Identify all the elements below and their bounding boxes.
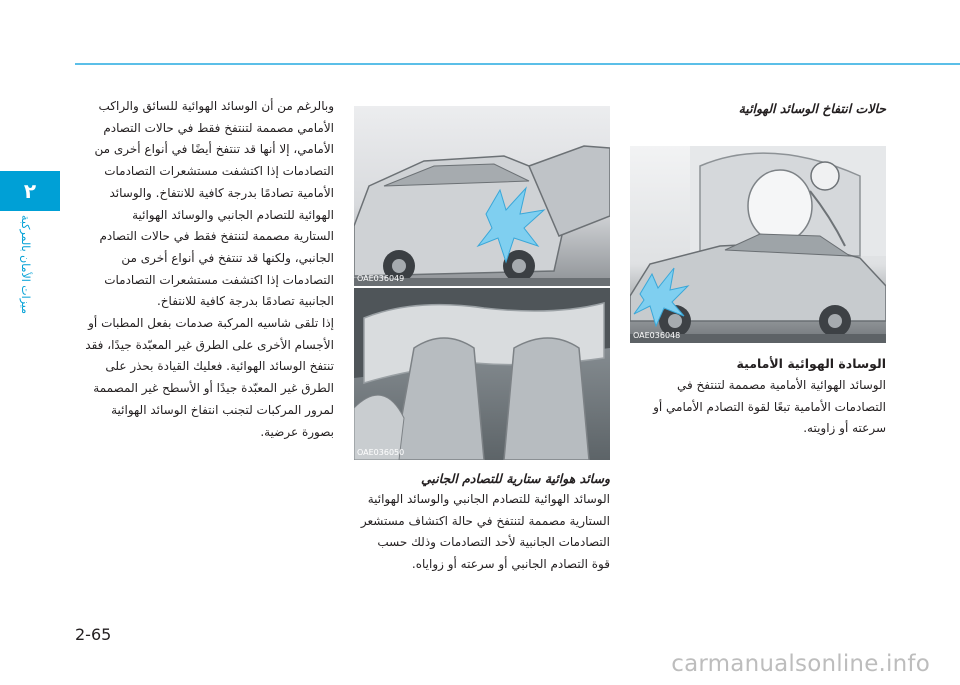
text-line: الستارية مصممة لتنتفخ في حالة اكتشاف مستشعر <box>360 513 610 528</box>
text-line: قوة التصادم الجانبي أو سرعته أو زواياه. <box>411 557 610 572</box>
rough-road-paragraph <box>78 313 334 443</box>
text-line: الوسائد الهوائية للتصادم الجانبي والوسائد الهوائية <box>367 492 610 506</box>
subheading-side-curtain: وسائد هوائية ستارية للتصادم الجانبي <box>420 471 610 486</box>
chapter-number: ٢ <box>23 179 37 203</box>
general-paragraph <box>78 96 334 313</box>
figure-code: OAE036049 <box>357 274 405 283</box>
side-impact-illustration <box>354 106 610 286</box>
text-line: التصادمات الجانبية لأحد التصادمات وذلك حسب <box>377 535 610 550</box>
watermark: carmanualsonline.info <box>671 651 930 677</box>
right-column <box>628 100 886 440</box>
side-curtain-paragraph <box>354 489 610 576</box>
figure-curtain-airbag <box>354 288 610 460</box>
text-line: الأمامي مصممة لتنتفخ فقط في حالات التصادم <box>103 120 334 135</box>
text-line: التصادمات إذا اكتشفت مستشعرات التصادمات <box>104 164 334 179</box>
text-line: الأمامية تصادمًا بدرجة كافية للانتفاخ. والوسائد <box>109 185 334 200</box>
text-line: وبالرغم من أن الوسائد الهوائية للسائق والراكب <box>98 99 334 113</box>
text-line: سرعته أو زاويته. <box>803 421 886 436</box>
text-line: الجانبية تصادمًا بدرجة كافية للانتفاخ. <box>156 294 334 309</box>
frontal-airbag-illustration <box>630 146 886 343</box>
text-line: الهوائية للتصادم الجانبي والوسائد الهوائية <box>132 207 334 222</box>
text-line: الطرق غير المعبّدة جيدًا أو الأسطح غير المصممة <box>93 381 334 396</box>
text-line: لمرور المركبات لتجنب انتفاخ الوسائد الهوائية <box>111 402 334 417</box>
text-line: إذا تلقى شاسيه المركبة صدمات بفعل المطبات أو <box>88 316 334 331</box>
figure-side-impact <box>354 106 610 286</box>
left-column <box>78 96 334 443</box>
text-line: الوسائد الهوائية الأمامية مصممة لتنتفخ في <box>676 378 886 392</box>
chapter-label: ميزات الأمان بالمركبة <box>19 215 32 314</box>
header-rule <box>75 63 960 65</box>
text-line: التصادمات إذا اكتشفت مستشعرات التصادمات <box>104 272 334 287</box>
text-line: التصادمات الأمامية تبعًا لقوة التصادم الأمامي أو <box>653 399 886 414</box>
text-line: الأجسام الأخرى على الطرق غير المعبّدة جيدًا، فقد <box>85 337 334 352</box>
text-line: بصورة عرضية. <box>260 424 334 439</box>
text-line: تنتفخ الوسائد الهوائية. فعليك القيادة بحذر على <box>105 359 334 374</box>
text-line: الستارية مصممة لتنتفخ فقط في حالات التصادم <box>99 229 334 244</box>
subheading-frontal: الوسادة الهوائية الأمامية <box>736 356 886 371</box>
text-line: الجانبي، ولكنها قد تنتفخ في أنواع أخرى من <box>121 250 334 265</box>
figure-frontal-airbag <box>630 146 886 343</box>
curtain-airbag-illustration <box>354 288 610 460</box>
middle-column <box>354 106 610 576</box>
page-number: 2-65 <box>75 625 112 644</box>
figure-code: OAE036048 <box>633 331 681 340</box>
frontal-paragraph <box>628 375 886 440</box>
text-line: الأمامي، إلا أنها قد تنتفخ أيضًا في أنواع أخرى من <box>94 142 334 157</box>
section-title: حالات انتفاخ الوسائد الهوائية <box>738 101 886 116</box>
figure-code: OAE036050 <box>357 448 405 457</box>
